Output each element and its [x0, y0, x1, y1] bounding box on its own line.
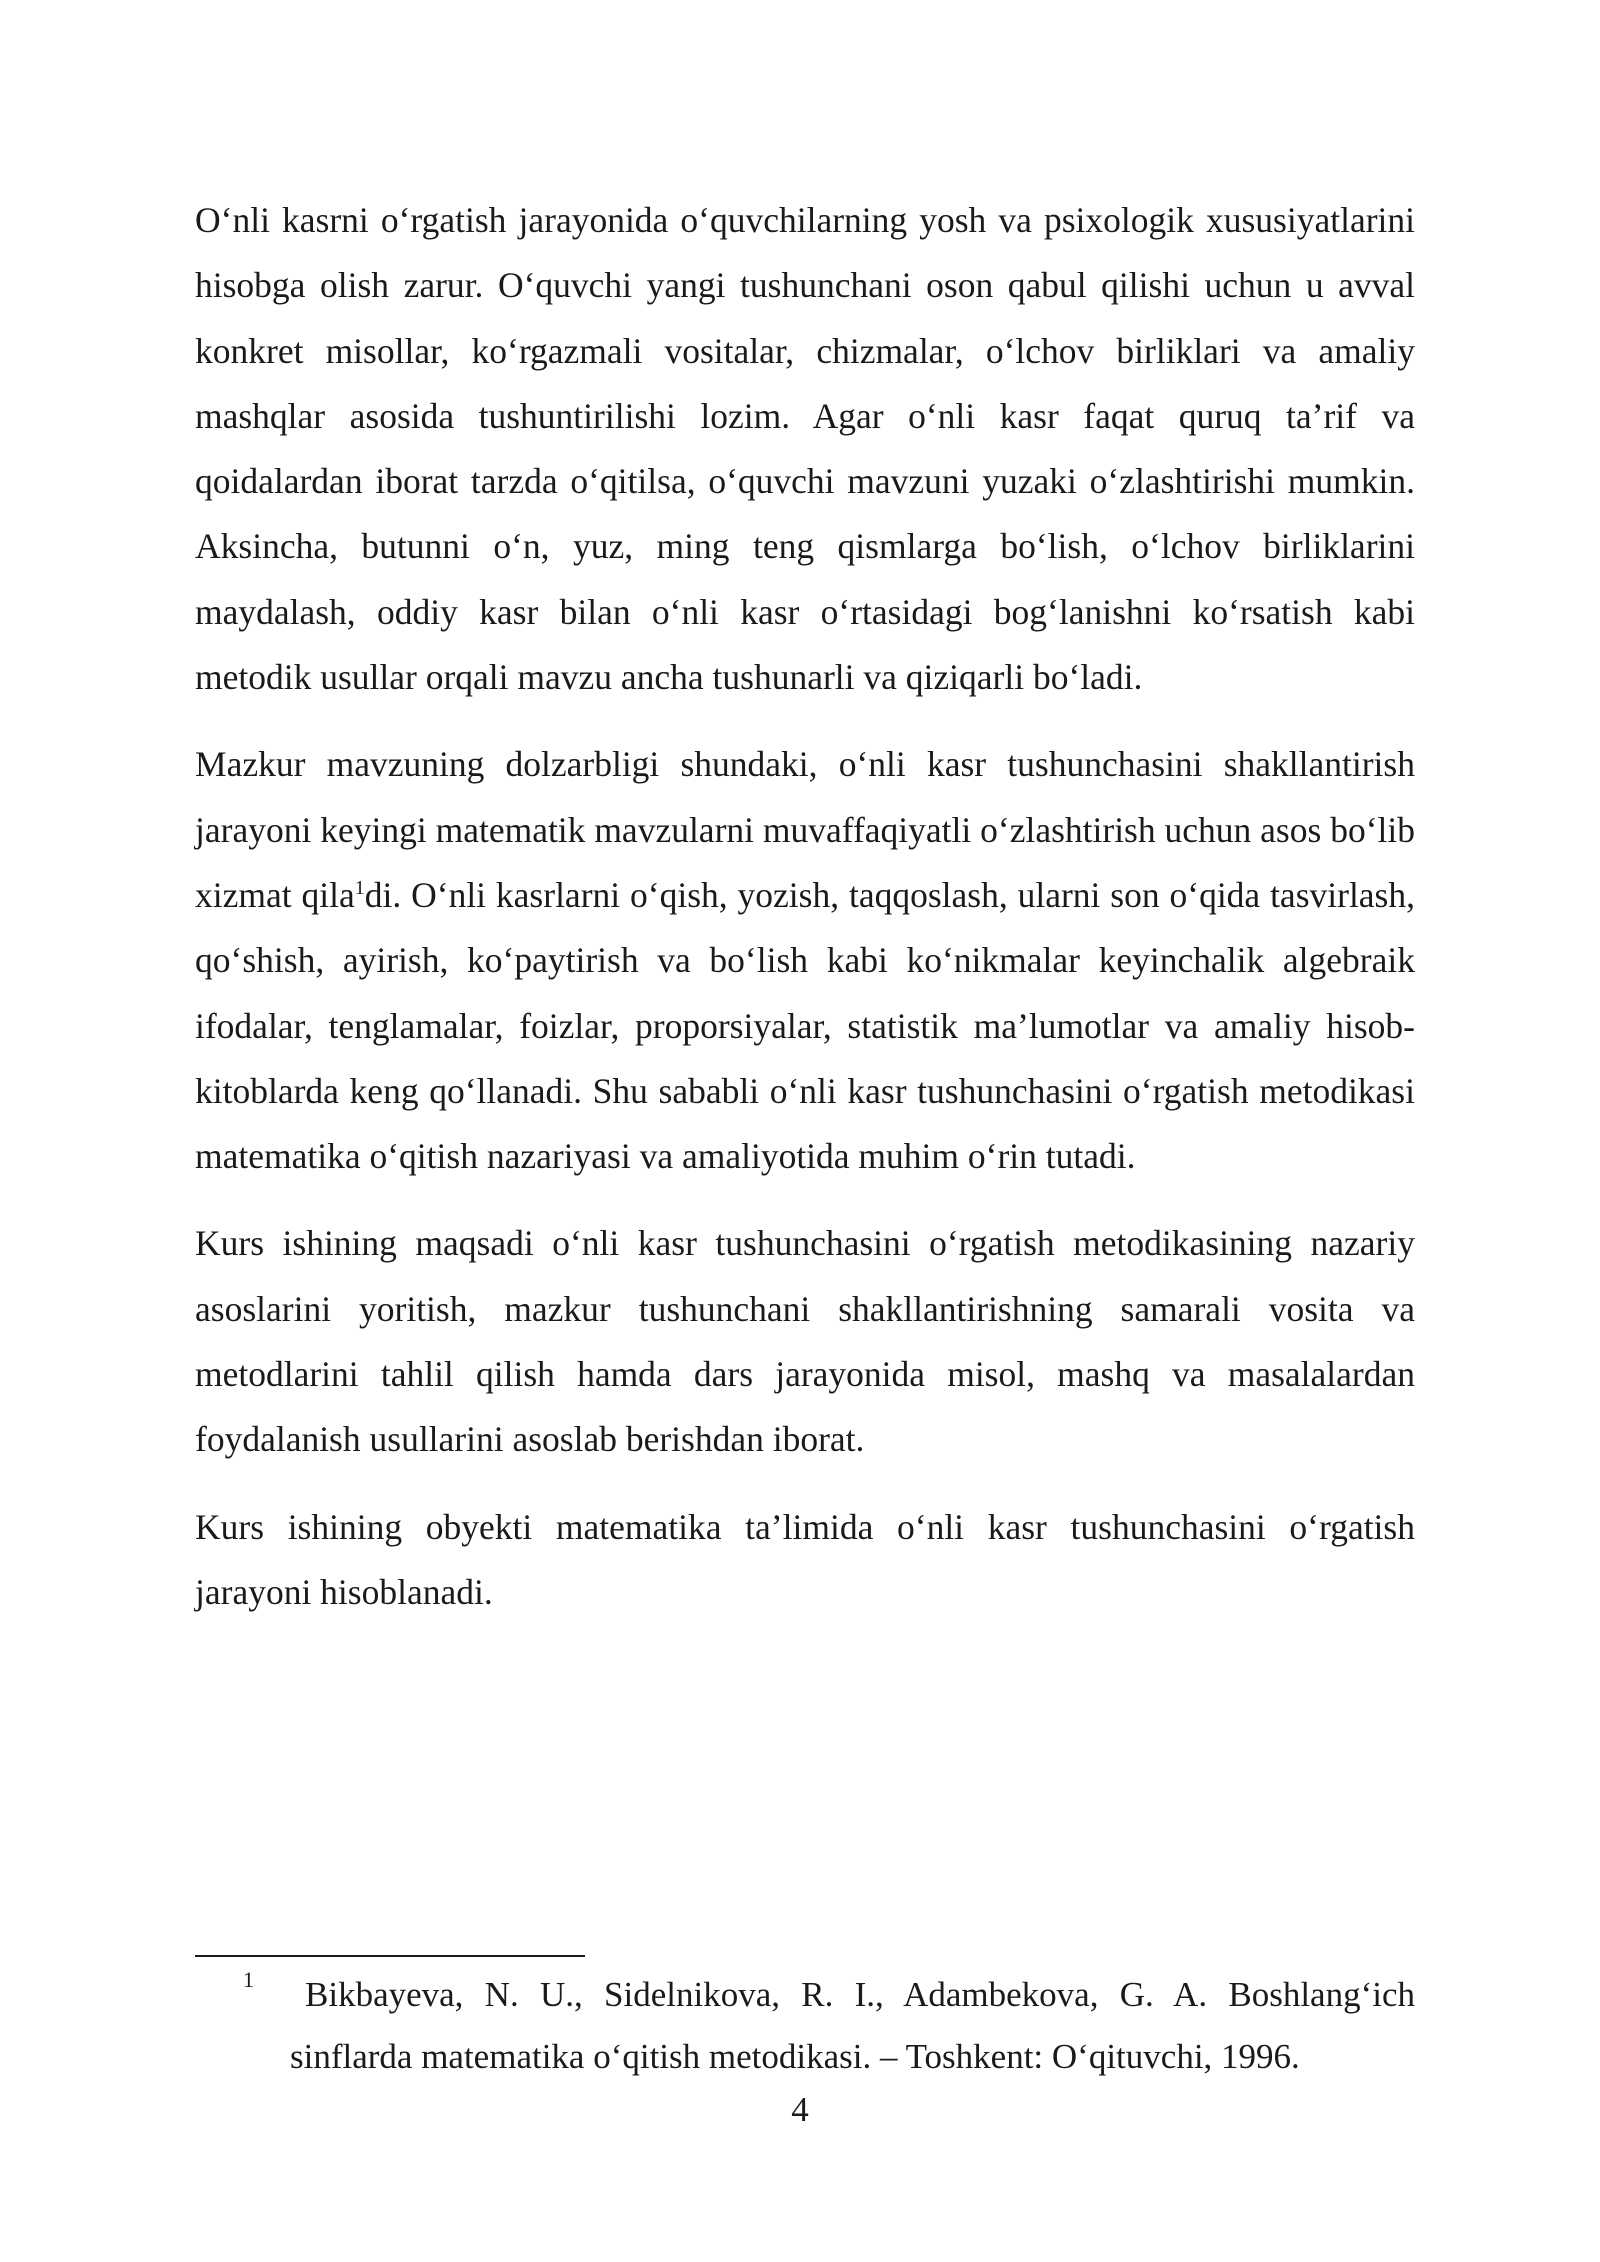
paragraph-3: Kurs ishining maqsadi o‘nli kasr tushunchasini o‘rgatish metodikasining nazariy asoslarini yoritish, mazkur tushunchani shakllantirishning samarali vosita va metodlarini tahlil qilish hamda dars jarayonida misol, mashq va masalalardan foydalanish usullarini asoslab berishdan iborat.	[195, 1223, 1415, 1460]
paragraph-4: Kurs ishining obyekti matematika ta’limida o‘nli kasr tushunchasini o‘rgatish jarayoni hisoblanadi.	[195, 1506, 1415, 1612]
paragraph-1: O‘nli kasrni o‘rgatish jarayonida o‘quvchilarning yosh va psixologik xususiyatlarini hisobga olish zarur. O‘quvchi yangi tushunchani oson qabul qilishi uchun u avval konkret misollar, ko‘rgazmali vositalar, chizmalar, o‘lchov birliklari va amaliy mashqlar asosida tushuntirilishi lozim. Agar o‘nli kasr faqat quruq ta’rif va qoidalardan iborat tarzda o‘qitilsa, o‘quvchi mavzuni yuzaki o‘zlashtirishi mumkin. Aksincha, butunni o‘n, yuz, ming teng qismlarga bo‘lish, o‘lchov birliklarini maydalash, oddiy kasr bilan o‘nli kasr o‘rtasidagi bog‘lanishni ko‘rsatish kabi metodik usullar orqali mavzu ancha tushunarli va qiziqarli bo‘ladi.	[195, 200, 1415, 698]
footnote-separator	[195, 1955, 585, 1957]
paragraph-2-part-2: di. O‘nli kasrlarni o‘qish, yozish, taqqoslash, ularni son o‘qida tasvirlash, qo‘shish, ayirish, ko‘paytirish va bo‘lish kabi ko‘nikmalar keyinchalik algebraik ifodalar, tenglamalar, foizlar, proporsiyalar, statistik ma’lumotlar va amaliy hisob-kitoblarda keng qo‘llanadi. Shu sababli o‘nli kasr tushunchasini o‘rgatish metodikasi matematika o‘qitish nazariyasi va amaliyotida muhim o‘rin tutadi.	[195, 874, 1415, 1177]
footnote-line-1	[195, 1964, 1415, 2026]
footnote-text-line-1: Bikbayeva, N. U., Sidelnikova, R. I., Adambekova, G. A. Boshlang‘ich	[305, 1975, 1415, 2014]
body-text	[195, 188, 1415, 1647]
footnote-reference[interactable]: 1	[354, 877, 365, 900]
paragraph-2-part-1: Mazkur mavzuning dolzarbligi shundaki, o‘nli kasr tushunchasini shakllantirish jarayoni keyingi matematik mavzularni muvaffaqiyatli o‘zlashtirish uchun asos bo‘lib xizmat qila	[195, 744, 1415, 915]
paragraph-2	[195, 732, 1415, 1189]
footnote-mark: 1	[243, 1967, 254, 1992]
footnote	[195, 1964, 1415, 2088]
footnote-line-2: sinflarda matematika o‘qitish metodikasi. – Toshkent: O‘qituvchi, 1996.	[290, 2037, 1300, 2076]
page-number: 4	[791, 2090, 809, 2129]
